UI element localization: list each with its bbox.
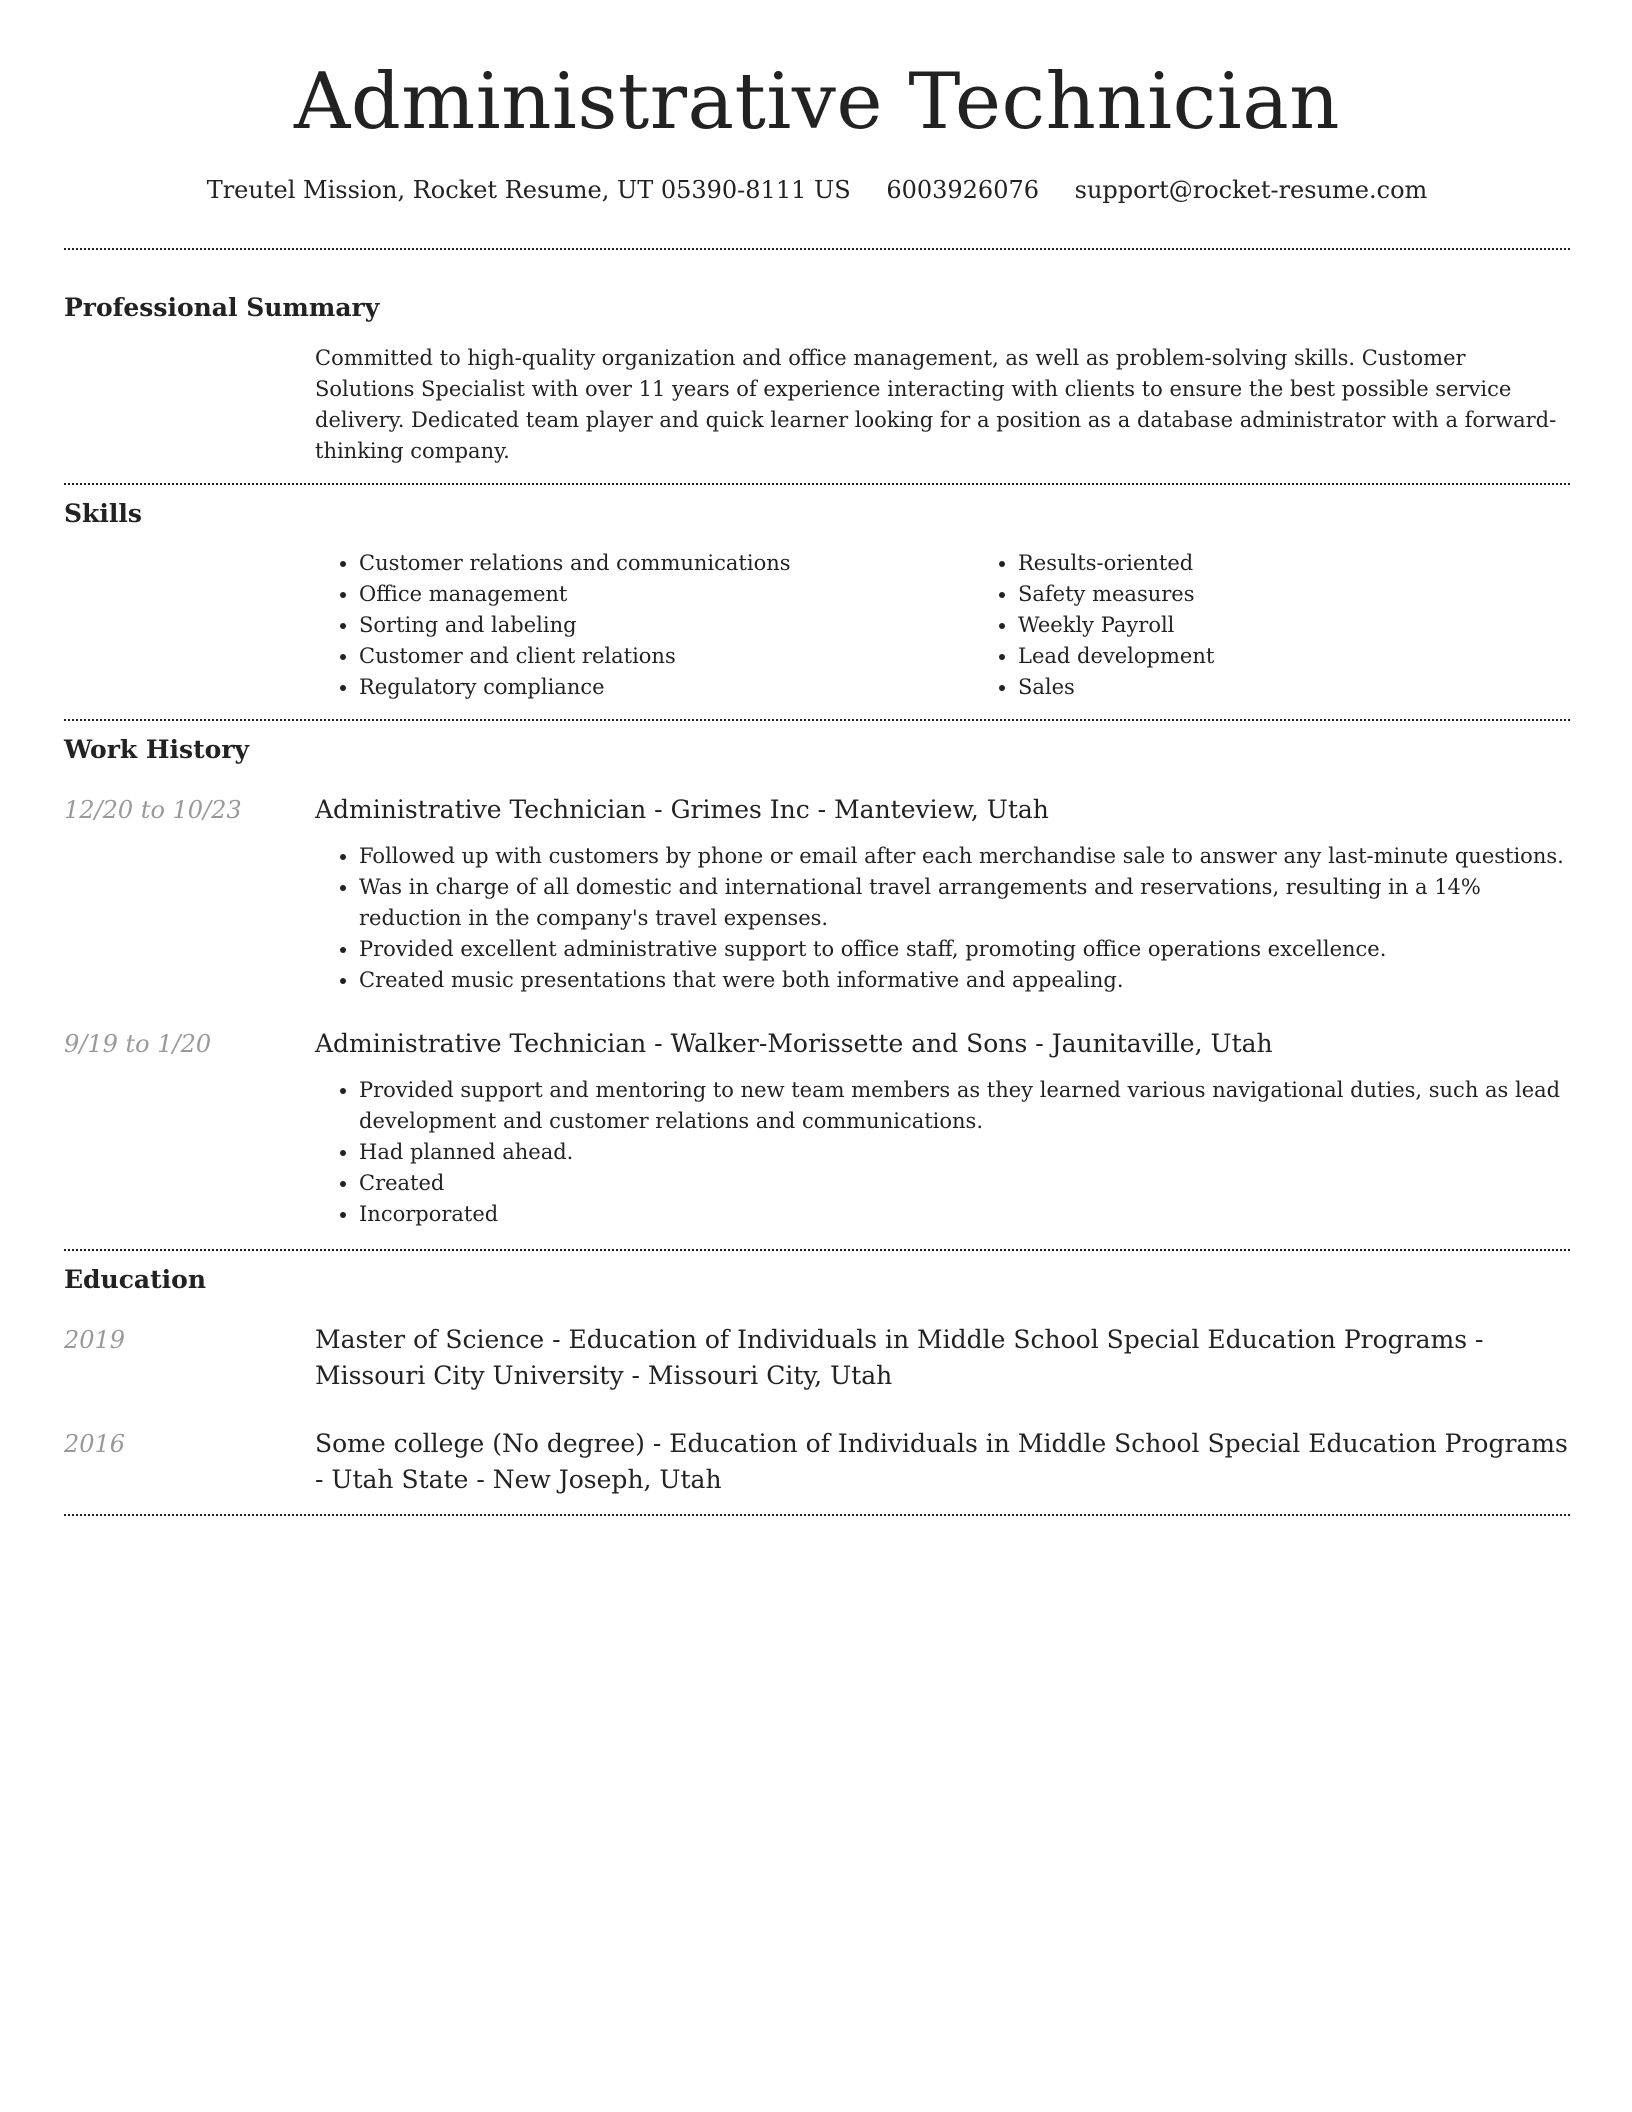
skill-item: • Customer and client relations xyxy=(359,641,974,672)
education-year: 2019 xyxy=(64,1326,126,1354)
skill-item: • Sales xyxy=(1018,672,1468,703)
job-dates: 12/20 to 10/23 xyxy=(64,796,242,824)
job-bullet: • Incorporated xyxy=(359,1199,1570,1230)
skill-item: • Customer relations and communications xyxy=(359,548,974,579)
skill-item: • Results-oriented xyxy=(1018,548,1468,579)
education-heading-text: Master of Science - Education of Individuals in Middle School Special Education Programs - Missouri City University - Missouri City, Utah xyxy=(315,1325,1484,1390)
job-bullet: • Was in charge of all domestic and international travel arrangements and reservations, resulting in a 14% reduction in the company's travel expenses. xyxy=(359,872,1570,934)
skills-heading: Skills xyxy=(64,499,142,528)
education-heading: Education xyxy=(64,1265,207,1294)
job-bullet: • Followed up with customers by phone or email after each merchandise sale to answer any last-minute questions. xyxy=(359,841,1570,872)
job-details xyxy=(315,792,1570,996)
section-divider xyxy=(64,248,1570,250)
job-bullet: • Created xyxy=(359,1168,1570,1199)
section-divider xyxy=(64,483,1570,485)
education-entry xyxy=(64,1426,1570,1498)
contact-line xyxy=(64,174,1570,206)
job-bullets xyxy=(315,841,1570,996)
skills-list xyxy=(315,548,1570,703)
skills-column-left xyxy=(315,548,974,703)
skill-item: • Office management xyxy=(359,579,974,610)
job-bullet: • Had planned ahead. xyxy=(359,1137,1570,1168)
section-divider xyxy=(64,1249,1570,1251)
job-entry xyxy=(64,792,1570,996)
section-divider xyxy=(64,719,1570,721)
skill-item: • Regulatory compliance xyxy=(359,672,974,703)
job-dates: 9/19 to 1/20 xyxy=(64,1030,212,1058)
summary-text: Committed to high-quality organization and office management, as well as problem-solving skills. Customer Solutions Specialist with over 11 years of experience interacting with clients to ensure the best possible service delivery. Dedicated team player and quick learner looking for a position as a database administrator with a forward-thinking company. xyxy=(315,346,1557,463)
contact-address: Treutel Mission, Rocket Resume, UT 05390-8111 US xyxy=(206,176,851,204)
skill-item: • Lead development xyxy=(1018,641,1468,672)
job-heading: Administrative Technician - Grimes Inc - Manteview, Utah xyxy=(315,795,1049,824)
job-heading: Administrative Technician - Walker-Morissette and Sons - Jaunitaville, Utah xyxy=(315,1029,1273,1058)
job-bullets xyxy=(315,1075,1570,1230)
resume-page xyxy=(64,0,1570,1516)
education-year: 2016 xyxy=(64,1430,126,1458)
job-bullet: • Created music presentations that were both informative and appealing. xyxy=(359,965,1570,996)
contact-phone: 6003926076 xyxy=(886,176,1040,204)
skill-item: • Safety measures xyxy=(1018,579,1468,610)
skill-item: • Weekly Payroll xyxy=(1018,610,1468,641)
education-heading-text: Some college (No degree) - Education of Individuals in Middle School Special Education Programs - Utah State - New Joseph, Utah xyxy=(315,1429,1568,1494)
candidate-name: Administrative Technician xyxy=(294,57,1340,147)
job-entry xyxy=(64,1026,1570,1230)
summary-heading: Professional Summary xyxy=(64,293,380,322)
work-history-heading: Work History xyxy=(64,735,250,764)
job-details xyxy=(315,1026,1570,1230)
job-bullet: • Provided support and mentoring to new team members as they learned various navigational duties, such as lead development and customer relations and communications. xyxy=(359,1075,1570,1137)
skill-item: • Sorting and labeling xyxy=(359,610,974,641)
contact-email: support@rocket-resume.com xyxy=(1074,176,1428,204)
job-bullet: • Provided excellent administrative support to office staff, promoting office operations excellence. xyxy=(359,934,1570,965)
education-entry xyxy=(64,1322,1570,1394)
section-divider xyxy=(64,1514,1570,1516)
skills-column-right xyxy=(974,548,1468,703)
